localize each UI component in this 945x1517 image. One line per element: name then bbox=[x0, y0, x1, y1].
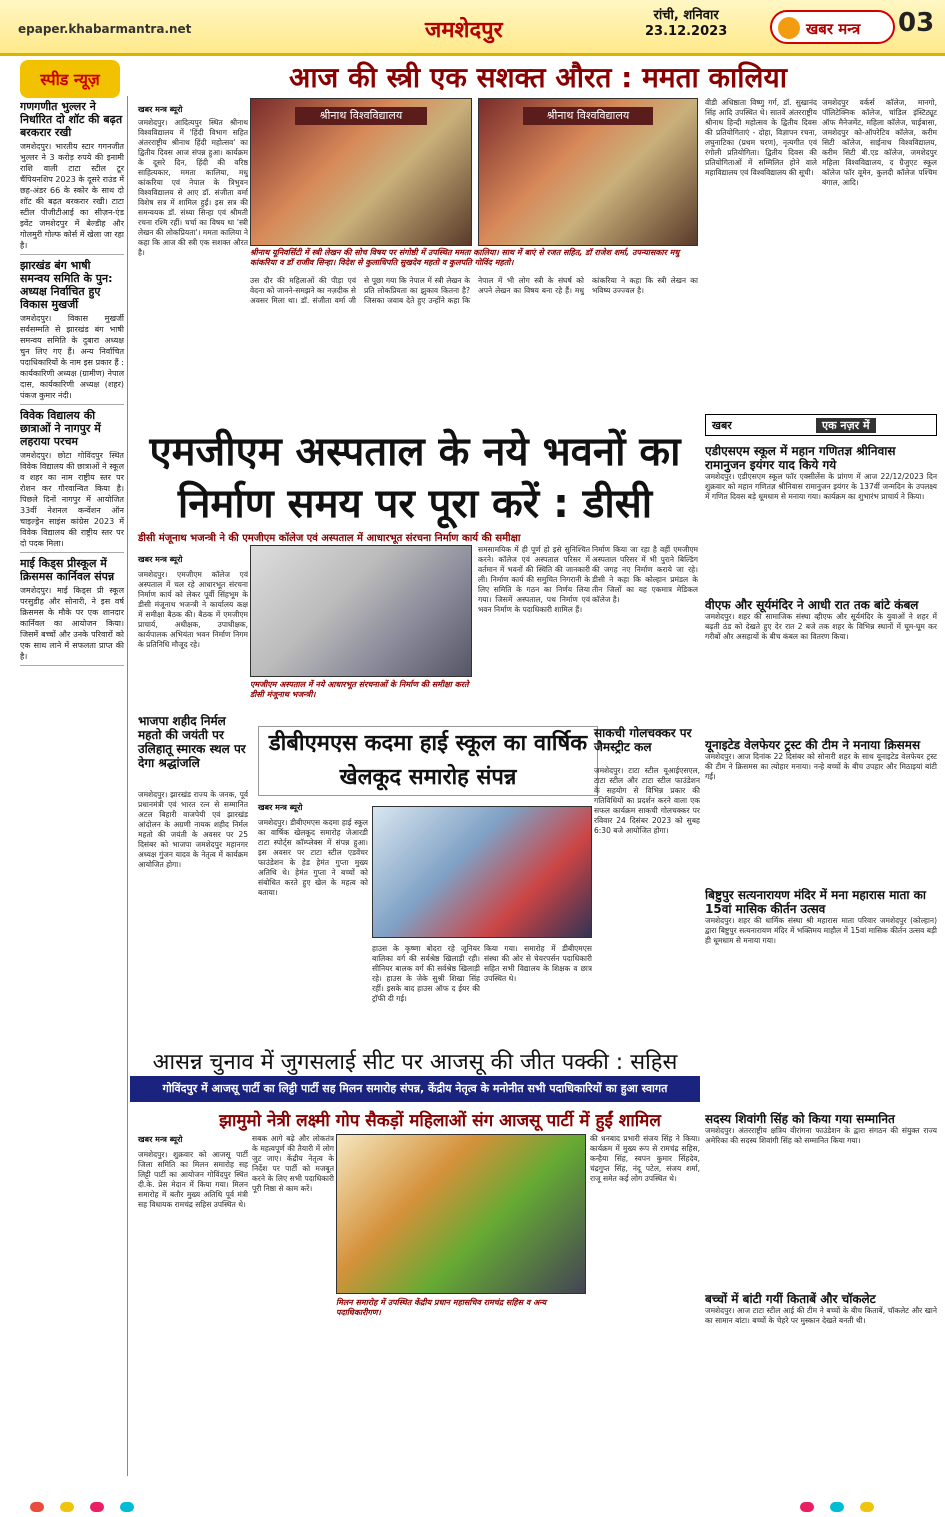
story-text: जमशेदपुर। टाटा स्टील यूआईएसएल, टाटा स्टील और टाटा स्टील फाउंडेशन के सहयोग से विभिन्न प्रकार की गतिविधियों का प्रदर्शन करने वाला एक सफल कार्यक्रम साकची गोलचक्कर पर रविवार 24 दिसंबर 2023 को सुबह 6:30 बजे आयोजित होगा। bbox=[594, 766, 700, 835]
brief-text: जमशेदपुर। एडीएसएम स्कूल फॉर एक्सीलेंस के प्रांगण में आज 22/12/2023 दिन शुक्रवार को महान गणितज्ञ श्रीनिवास रामानुजन इयंगर के 137वीं जन्मदिन के उपलक्ष्य में गणित दिवस बड़े धूमधाम से मनाया गया। कार्यक्रम का शुभारंभ प्राचार्य ने किया। bbox=[705, 472, 937, 501]
byline: खबर मन्त्र ब्यूरो bbox=[138, 1135, 183, 1144]
brief-headline: बिष्टुपुर सत्यनारायण मंदिर में मना महारास माता का 15वां मासिक कीर्तन उत्सव bbox=[705, 888, 926, 916]
story-text: हाउस के कृष्णा बोदरा रहे जूनियर बालिका वर्ग की सर्वश्रेष्ठ खिलाड़ी रही। सीनियर बालक वर्ग की सर्वश्रेष्ठ खिलाड़ी रहे। हाउस के जेके सुश्री शिखा सिंह रहीं। इसके बाद हाउस ऑफ द ईयर की ट्रॉफी दी गई। bbox=[372, 944, 480, 1003]
event-photo[interactable] bbox=[250, 98, 472, 246]
dbmm-headline-box bbox=[258, 726, 598, 796]
edition-city: जमशेदपुर bbox=[425, 18, 503, 43]
brief-text: जमशेदपुर। शहर की सामाजिक संस्था व्हीएफ और सूर्यमंदिर के युवाओं ने शहर में बढ़ती ठंड को देखते हुए देर रात 2 बजे तक शहर के विभिन्न स्थानों में घूम-घूम कर गरीबों और असहायों के बीच कंबल का वितरण किया। bbox=[705, 612, 937, 641]
story-text: सबक आगे बढ़े और लोकतंत्र के महत्वपूर्ण की तैयारी में लोग जुट जाए। केंद्रीय नेतृत्व के निर्देश पर पार्टी को मजबूत करने के लिए सभी पदाधिकारी पूरी निष्ठा से काम करें। bbox=[252, 1134, 334, 1193]
main-headline: आज की स्त्री एक सशक्त औरत : ममता कालिया bbox=[288, 61, 788, 94]
event-photo[interactable] bbox=[478, 98, 698, 246]
story-text: उस दौर की महिलाओं की पीड़ा एवं वेदना को जानने-समझने का नज़दीक से अवसर मिला था। डॉ. संजीता वर्मा जी से पूछा गया कि नेपाल में स्त्री लेखन के प्रति लोकप्रियता का झुकाव कितना है? जिसका जवाब देते हुए उन्होंने कहा कि नेपाल में भी लोग स्त्री के संघर्ष को अपने लेखन का विषय बना रहे हैं। मधु कांकरिया ने कहा कि स्त्री लेखन का भविष्य उज्ज्वल है। bbox=[250, 276, 698, 305]
story-text: समसामयिक में ही पूर्ण हो इसे सुनिश्चित करने। कॉलेज एवं अस्पताल परिसर में वर्तमान में भवनों की स्थिति की जानकारी ली। निर्माण कार्य की समुचित निगरानी के लिए समिति के गठन का निर्णय लिया गया। जिसमें अस्पताल, पथ निर्माण एवं भवन निर्माण के पदाधिकारी शामिल हैं। bbox=[478, 545, 590, 614]
dc-subheadline: डीसी मंजूनाथ भजन्त्री ने की एमजीएम कॉलेज एवं अस्पताल में आधारभूत संरचना निर्माण कार्य की समीक्षा bbox=[138, 533, 521, 544]
brand-name: खबर मन्त्र bbox=[806, 20, 861, 38]
dc-photo[interactable] bbox=[250, 545, 472, 677]
sakchi-headline: साकची गोलचक्कर पर जैमस्ट्रीट कल bbox=[594, 726, 692, 754]
brief-headline: वीएफ और सूर्यमंदिर ने आधी रात तक बांटे कंबल bbox=[705, 598, 919, 612]
brief-text: जमशेदपुर। अंतरराष्ट्रीय क्षत्रिय वीरांगना फाउंडेशन के द्वारा संगठन की संयुक्त राज्य अमेरिका की सदस्य शिवांगी सिंह को सम्मानित किया गया। bbox=[705, 1126, 937, 1145]
photo-banner: श्रीनाथ विश्वविद्यालय bbox=[523, 107, 654, 125]
brief-text: जमशेदपुर। विकास मुखर्जी सर्वसम्मति से झारखंड बंग भाषी समन्वय समिति के दुबारा अध्यक्ष चुन लिए गए हैं। अन्य निर्वाचित पदाधिकारियों के नाम इस प्रकार हैं : कार्यकारिणी अध्यक्ष (ग्रामीण) नेपाल दास, कार्यकारिणी अध्यक्ष (शहर) पंकज कुमार नंदी। bbox=[20, 314, 124, 400]
dbmm-photo[interactable] bbox=[372, 806, 592, 938]
byline: खबर मन्त्र ब्यूरो bbox=[258, 803, 303, 812]
brief-headline: बच्चों में बांटी गयीं किताबें और चॉकलेट bbox=[705, 1292, 876, 1306]
brief-headline: माई किड्स प्रीस्कूल में क्रिसमस कार्निवल संपन्न bbox=[20, 557, 115, 583]
brief-text: जमशेदपुर। आज टाटा स्टील आई की टीम ने बच्चों के बीच किताबें, चॉकलेट और खाने का सामान बांटा। बच्चों के चेहरे पर मुस्कान देखते बनती थी। bbox=[705, 1306, 937, 1325]
election-band: गोविंदपुर में आजसू पार्टी का लिट्टी पार्टी सह मिलन समारोह संपन्न, केंद्रीय नेतृत्व के मनोनीत सभी पदाधिकारियों का हुआ स्वागत bbox=[130, 1076, 700, 1102]
story-text: जमशेदपुर। शुक्रवार को आजसू पार्टी जिला समिति का मिलन समारोह सह लिट्टी पार्टी का आयोजन गोविंदपुर स्थित दी.के. प्रेस मेदान में किया गया। मिलन समारोह में बतौर मुख्य अतिथि पूर्व मंत्री सह विधायक रामचंद्र सहिस उपस्थित थे। bbox=[138, 1150, 248, 1209]
story-text: जमशेदपुर। एमजीएम कॉलेज एवं अस्पताल में चल रहे आधारभूत संरचना निर्माण कार्य को लेकर पूर्वी सिंहभूम के डीसी मंजूनाथ भजन्त्री ने कार्यालय कक्ष में समीक्षा बैठक की। बैठक में एमजीएम प्राचार्य, अधीक्षक, उपाधीक्षक, कार्यपालक अभियंता भवन निर्माण निगम के प्रतिनिधि मौजूद रहे। bbox=[138, 570, 248, 649]
color-dot bbox=[800, 1502, 814, 1512]
story-text: निर्माण किया जा रहा है वहीं एमजीएम अस्पताल परिसर में भी पुराने बिल्डिंग की जगह नए निर्माण कराये जा रहे। डीसी ने कहा कि कोल्हान प्रमंडल के तीन जिलों का यह एकमात्र मेडिकल कॉलेज है। bbox=[592, 545, 698, 604]
brief-headline: झारखंड बंग भाषी समन्वय समिति के पुन: अध्यक्ष निर्वाचित हुए विकास मुखर्जी bbox=[20, 259, 113, 311]
tag-label: खबर bbox=[712, 419, 732, 432]
brief-headline: विवेक विद्यालय की छात्राओं ने नागपुर में लहराया परचम bbox=[20, 409, 101, 448]
brief-text: जमशेदपुर। माई किड्स प्री स्कूल परसुडीह और सोनारी, ने इस वर्ष क्रिसमस के मौके पर एक शानदार कार्निवल का आयोजन किया। जिसमें बच्चों और उनके परिवारों को एक साथ लाने में सफलता प्राप्त की है। bbox=[20, 586, 124, 661]
jmm-headline: झामुमो नेत्री लक्ष्मी गोप सैकड़ों महिलाओं संग आजसू पार्टी में हुईं शामिल bbox=[219, 1111, 661, 1131]
brand-logo bbox=[770, 10, 895, 44]
photo-caption: श्रीनाथ यूनिवर्सिटी में स्त्री लेखन की सोच विषय पर संगोष्ठी में उपस्थित ममता कालिया। साथ में बाएं से रजत सहित, डॉ राजेश शर्मा, उपन्यासकार मधु कांकरिया व डॉ राजीव सिन्हा। विदेश से कुलाधिपति सुखदेव महतो व कुलपति गोविंद महतो। bbox=[250, 248, 680, 267]
tag-label: एक नज़र में bbox=[816, 418, 876, 433]
color-dot bbox=[60, 1502, 74, 1512]
brief-1 bbox=[20, 100, 124, 255]
color-dot bbox=[860, 1502, 874, 1512]
story-text: किया गया। समारोह में डीबीएमएस संस्था की ओर से चेयरपर्सन पदाधिकारी सहित सभी विद्यालय के शिक्षक व छात्र उपस्थित थे। bbox=[484, 944, 592, 983]
edition-dateline bbox=[645, 8, 727, 40]
color-dot bbox=[90, 1502, 104, 1512]
story-text: जमशेदपुर। डीबीएमएस कदमा हाई स्कूल का वार्षिक खेलकूद समारोह जेआरडी टाटा स्पोर्ट्स कॉम्प्लेक्स में संपन्न हुआ। इस अवसर पर टाटा स्टील एडवेंचर फाउंडेशन के हेड हेमंत गुप्ता मुख्य अतिथि थे। हेमंत गुप्ता ने बच्चों को संबोधित करते हुए खेल के महत्व को बताया। bbox=[258, 818, 368, 897]
brand-icon bbox=[778, 17, 800, 39]
brief-3 bbox=[20, 409, 124, 553]
photo-banner: श्रीनाथ विश्वविद्यालय bbox=[295, 107, 427, 125]
brief-headline: सदस्य शिवांगी सिंह को किया गया सम्मानित bbox=[705, 1112, 895, 1126]
story-text: जमशेदपुर। आदित्यपुर स्थित श्रीनाथ विश्वविद्यालय में 'हिंदी विभाग सहित अंतरराष्ट्रीय श्रीनाथ हिंदी महोत्सव' का द्वितीय दिवस आज संपन्न हुआ। कार्यक्रम के दूसरे दिन, हिंदी की वरिष्ठ साहित्यकार, ममता कालिया, मधु कांकरिया एवं नेपाल के त्रिभुवन विश्वविद्यालय से आए डॉ. संजीता वर्मा विशेष सत्र में शामिल हुईं। इस सत्र की समन्वयक डॉ. संध्या सिन्हा एवं श्रीमती रचना रश्मि रहीं। चर्चा का विषय था 'स्त्री लेखन की लोकप्रियता'। ममता कालिया ने कहा कि आज की स्त्री एक सशक्त औरत है। bbox=[138, 118, 248, 257]
page-number: 03 bbox=[898, 8, 935, 38]
edition-date: 23.12.2023 bbox=[645, 24, 728, 39]
story-text: की धनबाद प्रभारी संजय सिंह ने किया। कार्यक्रम में मुख्य रूप से रामचंद्र सहिस, कन्हैया सिंह, स्वपन कुमार सिंहदेव, चंद्रगुप्त सिंह, नंदू पटेल, संजय शर्मा, राजू समेत कई लोग उपस्थित थे। bbox=[590, 1134, 700, 1183]
news-brief-tag bbox=[705, 414, 937, 436]
photo-caption: मिलन समारोह में उपस्थित केंद्रीय प्रधान महासचिव रामचंद्र सहिस व अन्य पदाधिकारीगण। bbox=[336, 1298, 547, 1317]
speed-news-logo: स्पीड न्यूज़ bbox=[20, 60, 120, 98]
place-day: रांची, शनिवार bbox=[653, 8, 719, 23]
brief-text: जमशेदपुर। आज दिनांक 22 दिसंबर को सोनारी शहर के साथ यूनाइटेड वेलफेयर ट्रस्ट की टीम ने क्रिसमस का त्योहार मनाया। नन्हे बच्चों के बीच उपहार और मिठाइयां बांटी गईं। bbox=[705, 752, 937, 781]
bhajpa-headline: भाजपा शहीद निर्मल महतो की जयंती पर उलिहातू स्मारक स्थल पर देगा श्रद्धांजलि bbox=[138, 714, 246, 770]
brief-2 bbox=[20, 259, 124, 405]
photo-caption: एमजीएम अस्पताल में नये आधारभूत संरचनाओं के निर्माण की समीक्षा करते डीसी मंजूनाथ भजन्त्री। bbox=[250, 680, 469, 699]
brief-4 bbox=[20, 557, 124, 666]
dc-headline: एमजीएम अस्पताल के नये भवनों का निर्माण समय पर पूरा करें : डीसी bbox=[149, 429, 681, 527]
brief-headline: एडीएसएम स्कूल में महान गणितज्ञ श्रीनिवास रामानुजन इयंगर याद किये गये bbox=[705, 444, 896, 472]
left-news-column bbox=[20, 96, 128, 1476]
story-text: जमशेदपुर वर्कर्स कॉलेज, मानगो, पॉलिटेक्निक कॉलेज, चांडिल इंस्टिट्यूट ऑफ मैनेजमेंट, महिला कॉलेज, चाईबासा, जमशेदपुर को-ऑपरेटिव कॉलेज, करीम सिटी कॉलेज, साईनाथ विश्वविद्यालय, करीम सिटी बी.एड कॉलेज, जमशेदपुर महिला विश्वविद्यालय, द ग्रैजुएट स्कूल कॉलेज फॉर वूमेन, कुलदी कॉलेज पश्चिम बंगाल, आदि। bbox=[822, 98, 937, 187]
byline: खबर मन्त्र ब्यूरो bbox=[138, 555, 183, 564]
story-text: वीडी अधिष्ठाता विष्णु गर्ग, डॉ. सुखानंद सिंह आदि उपस्थित थे। सातवें अंतरराष्ट्रीय श्रीनाथ हिन्दी महोत्सव के द्वितीय दिवस की प्रतियोगिताएं - दोहा, विज्ञापन रचना, लघुनाटिका (प्रथम चरण), नृत्यगीत एवं रंगोली प्रतियोगिता। द्वितीय दिवस की प्रतियोगिताओं में सम्मिलित होने वाले महाविद्यालय एवं विश्वविद्यालय की सूची। bbox=[705, 98, 817, 177]
dbmm-headline: डीबीएमएस कदमा हाई स्कूल का वार्षिक खेलकूद समारोह संपन्न bbox=[268, 731, 588, 790]
epaper-url[interactable]: epaper.khabarmantra.net bbox=[18, 22, 192, 36]
right-news-column bbox=[705, 444, 937, 1484]
byline: खबर मन्त्र ब्यूरो bbox=[138, 105, 183, 114]
brief-text: जमशेदपुर। शहर की धार्मिक संस्था श्री महारास माता परिवार जमशेदपुर (कोल्हान) द्वारा बिष्टुपुर सत्यनारायण मंदिर में भक्तिमय माहौल में 15वां मासिक कीर्तन उत्सव बड़ी ही धूमधाम से मनाया गया। bbox=[705, 916, 937, 945]
election-photo[interactable] bbox=[336, 1134, 586, 1294]
brief-text: जमशेदपुर। छोटा गोविंदपुर स्थित विवेक विद्यालय की छात्राओं ने स्कूल व शहर का नाम राष्ट्रीय स्तर पर रोशन कर गौरवान्वित किया है। पिछले दिनों नागपुर में आयोजित 33वीं नेशनल कन्वेंशन ऑन चाइल्ड्रेन साइंस कांग्रेस 2023 में विवेक विद्यालय की राष्ट्रीय स्तर पर दो पदक मिला। bbox=[20, 451, 124, 548]
brief-text: जमशेदपुर। भारतीय स्टार गगनजीत भुल्लर ने 3 करोड़ रुपये की इनामी राशि वाली टाटा स्टील टूर चैंपियनशिप 2023 के दूसरे राउंड में छह-अंडर 66 के स्कोर के साथ दो शॉट की बढ़त बरकरार रखी। टाटा स्टील पीजीटीआई का सीज़न-एंड इवेंट जमशेदपुर में बेल्डीह और गोलमुरी गोल्फ कोर्स में खेला जा रहा है। bbox=[20, 142, 124, 250]
brief-headline: यूनाइटेड वेलफेयर ट्रस्ट की टीम ने मनाया क्रिसमस bbox=[705, 738, 921, 752]
color-dot bbox=[30, 1502, 44, 1512]
story-text: जमशेदपुर। झारखंड राज्य के जनक, पूर्व प्रधानमंत्री एवं भारत रत्न से सम्मानित अटल बिहारी वाजपेयी एवं झारखंड आंदोलन के अग्रणी नायक शहीद निर्मल महतो की जयंती के अवसर पर 25 दिसंबर को भाजपा जमशेदपुर महानगर अध्यक्ष गुंजन यादव के नेतृत्व में कार्यक्रम आयोजित होगा। bbox=[138, 790, 248, 869]
election-headline: आसन्न चुनाव में जुगसलाई सीट पर आजसू की जीत पक्की : सहिस bbox=[152, 1050, 678, 1075]
brief-headline: गणगणीत भुल्लर ने निर्धारित दो शॉट की बढ़त बरकरार रखी bbox=[20, 100, 123, 139]
color-dot bbox=[120, 1502, 134, 1512]
color-dot bbox=[830, 1502, 844, 1512]
